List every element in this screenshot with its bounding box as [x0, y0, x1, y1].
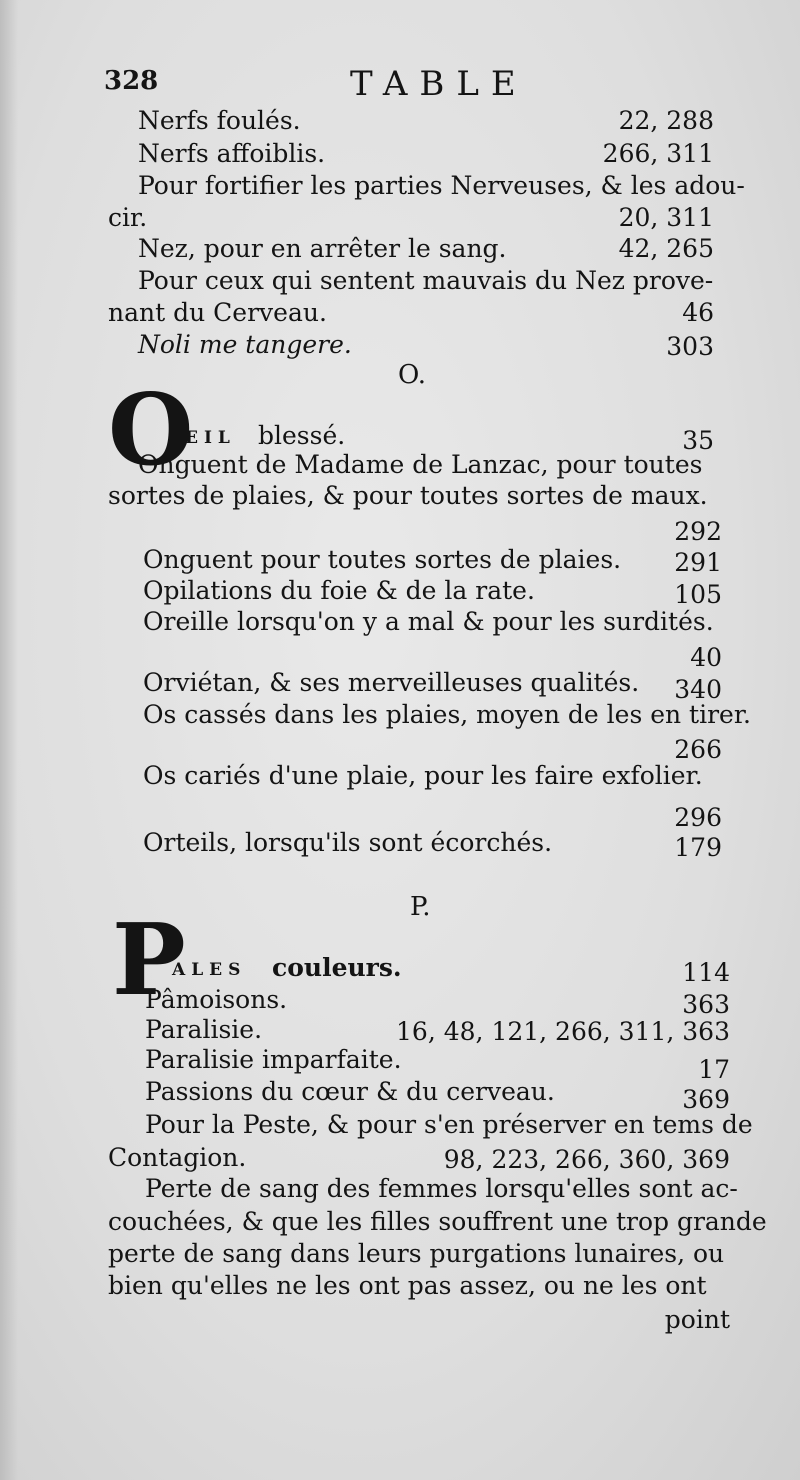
- entry-pages: 17: [698, 1055, 730, 1084]
- section-heading-o: O.: [398, 360, 427, 390]
- index-entry: Noli me tangere.: [138, 330, 352, 359]
- index-entry: Oreille lorsqu'on y a mal & pour les surdités.: [143, 607, 714, 636]
- index-entry-continuation: sortes de plaies, & pour toutes sortes de maux.: [108, 481, 708, 510]
- index-entry: Os cassés dans les plaies, moyen de les en tirer.: [143, 700, 751, 729]
- entry-pages: 20, 311: [618, 203, 714, 232]
- index-entry: Orviétan, & ses merveilleuses qualités.: [143, 668, 640, 697]
- entry-pages: 46: [682, 298, 714, 327]
- entry-pages: 114: [682, 958, 730, 987]
- entry-pages: 266: [674, 735, 722, 764]
- index-entry: Opilations du foie & de la rate.: [143, 576, 535, 605]
- entry-pages: 266, 311: [602, 139, 714, 168]
- section-heading-p: P.: [410, 892, 431, 922]
- index-entry: Onguent de Madame de Lanzac, pour toutes: [138, 450, 703, 479]
- first-entry-smallcaps: EIL: [185, 428, 236, 448]
- index-entry: Nez, pour en arrêter le sang.: [138, 234, 507, 263]
- drop-cap-p: P: [112, 903, 186, 1018]
- index-entry: Pour ceux qui sentent mauvais du Nez prove-: [138, 266, 714, 295]
- entry-pages: 292: [674, 517, 722, 546]
- entry-pages: 291: [674, 548, 722, 577]
- index-entry: Perte de sang des femmes lorsqu'elles sont ac-: [145, 1174, 738, 1203]
- entry-pages: 40: [690, 643, 722, 672]
- entry-pages: 35: [682, 426, 714, 455]
- index-entry-continuation: couchées, & que les filles souffrent une trop grande: [108, 1207, 767, 1236]
- index-entry-continuation: bien qu'elles ne les ont pas assez, ou ne les ont: [108, 1271, 707, 1300]
- catchword: point: [664, 1305, 730, 1334]
- entry-pages: 105: [674, 580, 722, 609]
- index-entry: Nerfs affoiblis.: [138, 139, 326, 168]
- index-entry: Pâmoisons.: [145, 985, 288, 1014]
- index-entry-continuation: perte de sang dans leurs purgations lunaires, ou: [108, 1239, 725, 1268]
- first-entry-text: blessé.: [258, 421, 346, 450]
- index-entry-continuation: nant du Cerveau.: [108, 298, 327, 327]
- first-entry-smallcaps: ALES: [172, 960, 247, 980]
- entry-pages: 179: [674, 833, 722, 862]
- running-head: TABLE: [350, 64, 528, 104]
- index-entry: Paralisie.: [145, 1015, 263, 1044]
- index-entry: Os cariés d'une plaie, pour les faire exfolier.: [143, 761, 703, 790]
- index-entry: Pour la Peste, & pour s'en préserver en tems de: [145, 1110, 753, 1139]
- index-entry: Passions du cœur & du cerveau.: [145, 1077, 555, 1106]
- drop-cap-o: O: [108, 373, 194, 488]
- index-entry-continuation: Contagion.: [108, 1143, 247, 1172]
- index-entry: Nerfs foulés.: [138, 106, 301, 135]
- entry-pages: 98, 223, 266, 360, 369: [443, 1145, 730, 1174]
- entry-pages: 369: [682, 1085, 730, 1114]
- index-entry-continuation: cir.: [108, 203, 148, 232]
- entry-pages: 42, 265: [618, 234, 714, 263]
- page-number: 328: [104, 66, 159, 96]
- entry-pages: 340: [674, 675, 722, 704]
- entry-pages: 22, 288: [618, 106, 714, 135]
- entry-pages: 303: [666, 332, 714, 361]
- index-entry: Paralisie imparfaite.: [145, 1045, 402, 1074]
- index-entry: Onguent pour toutes sortes de plaies.: [143, 545, 622, 574]
- index-entry: Pour fortifier les parties Nerveuses, & les adou-: [138, 171, 745, 200]
- entry-pages: 16, 48, 121, 266, 311, 363: [396, 1017, 730, 1046]
- entry-pages: 296: [674, 803, 722, 832]
- first-entry-text: couleurs.: [272, 953, 402, 982]
- page-gutter-shadow: [0, 0, 18, 1480]
- index-entry: Orteils, lorsqu'ils sont écorchés.: [143, 828, 553, 857]
- entry-pages: 363: [682, 990, 730, 1019]
